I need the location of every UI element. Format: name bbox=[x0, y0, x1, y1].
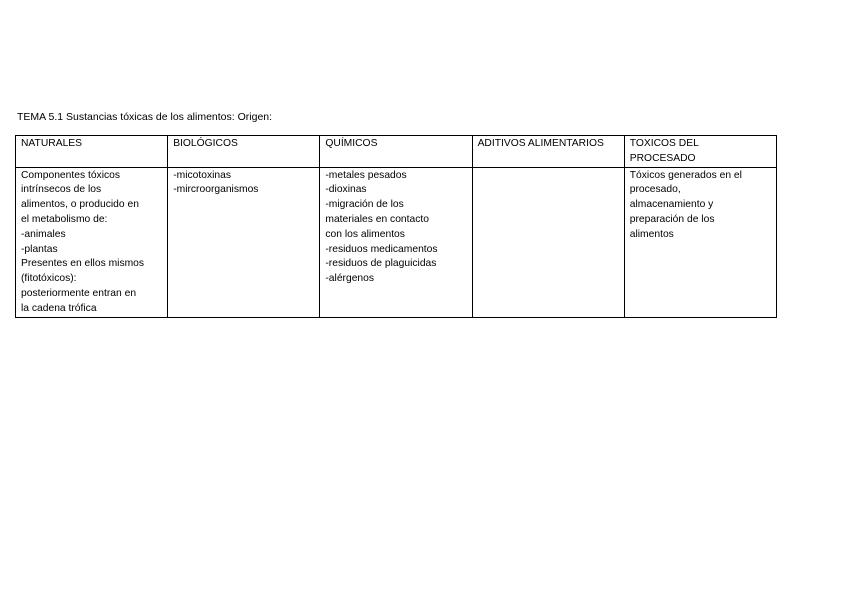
cell-line: -dioxinas bbox=[325, 184, 367, 196]
cell-line: Presentes en ellos mismos bbox=[21, 258, 145, 270]
header-toxicos-del-procesado bbox=[624, 136, 776, 168]
table-header-row bbox=[16, 136, 777, 168]
toxic-substances-origin-table bbox=[15, 135, 777, 318]
cell-line: (fitotóxicos): bbox=[21, 273, 77, 285]
cell-line: -residuos de plaguicidas bbox=[325, 258, 437, 270]
cell-biologicos bbox=[168, 167, 320, 317]
cell-line: -plantas bbox=[21, 243, 58, 255]
cell-line: almacenamiento y bbox=[629, 199, 714, 211]
cell-line: el metabolismo de: bbox=[21, 213, 108, 225]
cell-line: alimentos bbox=[629, 228, 674, 240]
cell-line: alimentos, o producido en bbox=[21, 199, 139, 211]
document-title: TEMA 5.1 Sustancias tóxicas de los alimentos: Origen: bbox=[17, 111, 273, 123]
header-line: QUÍMICOS bbox=[325, 138, 378, 149]
cell-aditivos-alimentarios bbox=[472, 167, 624, 317]
cell-line: -alérgenos bbox=[325, 273, 375, 285]
header-line: TOXICOS DEL bbox=[629, 138, 699, 149]
cell-line: con los alimentos bbox=[325, 228, 405, 240]
cell-line: la cadena trófica bbox=[21, 302, 97, 314]
cell-line: posteriormente entran en bbox=[21, 287, 137, 299]
cell-line: procesado, bbox=[629, 184, 681, 196]
header-quimicos bbox=[320, 136, 472, 168]
header-line: NATURALES bbox=[21, 138, 83, 149]
cell-line: Tóxicos generados en el bbox=[629, 169, 742, 181]
cell-line: intrínsecos de los bbox=[21, 184, 102, 196]
cell-line: -micotoxinas bbox=[173, 169, 231, 181]
cell-line: -residuos medicamentos bbox=[325, 243, 438, 255]
header-line: ADITIVOS ALIMENTARIOS bbox=[477, 138, 604, 149]
cell-line: -animales bbox=[21, 228, 66, 240]
header-aditivos-alimentarios bbox=[472, 136, 624, 168]
cell-quimicos bbox=[320, 167, 472, 317]
header-line: PROCESADO bbox=[629, 152, 696, 164]
header-biologicos bbox=[168, 136, 320, 168]
header-line: BIOLÓGICOS bbox=[173, 138, 238, 149]
cell-line: -migración de los bbox=[325, 199, 404, 211]
cell-line: materiales en contacto bbox=[325, 213, 429, 225]
cell-line: -metales pesados bbox=[325, 169, 407, 181]
cell-naturales bbox=[16, 167, 168, 317]
table-row bbox=[16, 167, 777, 317]
header-naturales bbox=[16, 136, 168, 168]
cell-line: -mircroorganismos bbox=[173, 184, 259, 196]
cell-line: preparación de los bbox=[629, 213, 715, 225]
cell-line: Componentes tóxicos bbox=[21, 169, 121, 181]
cell-toxicos-del-procesado bbox=[624, 167, 776, 317]
